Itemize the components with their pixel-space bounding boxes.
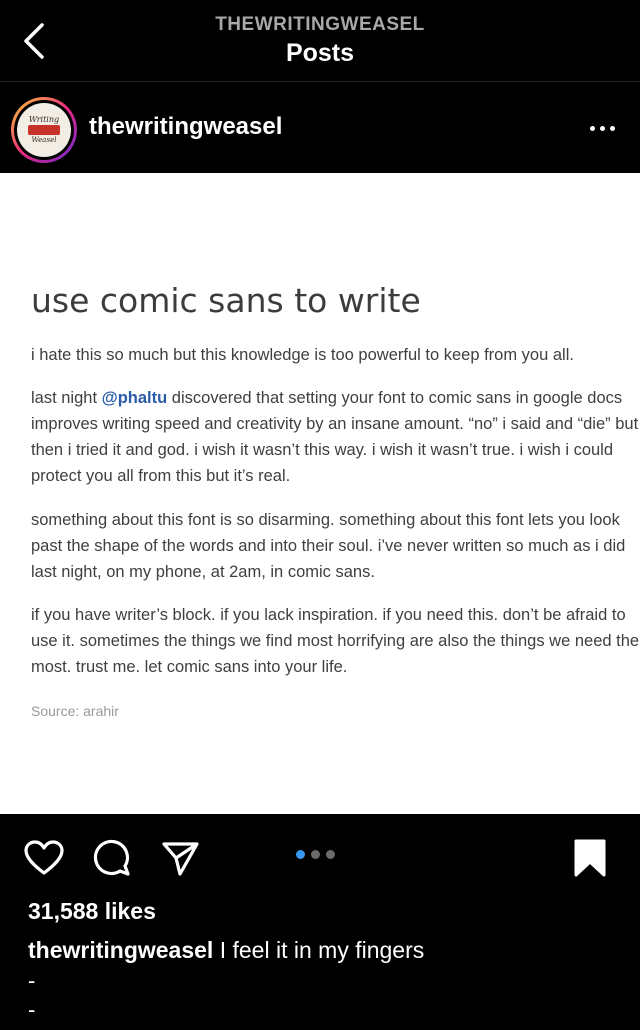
like-button[interactable] (22, 836, 66, 880)
more-options-button[interactable] (580, 113, 624, 143)
avatar-badge (28, 125, 60, 135)
post-caption (28, 937, 424, 964)
caption-username[interactable]: thewritingweasel (28, 937, 214, 963)
avatar[interactable] (11, 97, 77, 163)
post-paragraph-1: i hate this so much but this knowledge is too powerful to keep from you all. (31, 346, 574, 364)
caption-line: - (28, 968, 36, 993)
post-paragraph-3: something about this font is so disarming. something about this font lets you look past the shape of the words and into their soul. i’ve never written so much as i did last night, on my phone, at 2am, in comic sans. (31, 511, 626, 581)
author-username[interactable]: thewritingweasel (89, 113, 283, 140)
carousel-dot (296, 850, 305, 859)
post-actions (0, 814, 640, 896)
header-titles (0, 12, 640, 68)
avatar-logo: Writing Weasel (17, 103, 71, 157)
top-header (0, 0, 640, 82)
comment-button[interactable] (90, 836, 134, 880)
save-button[interactable] (568, 836, 612, 880)
carousel-dot (326, 850, 335, 859)
mention-link: @phaltu (101, 389, 168, 407)
post-source: Source: arahir (31, 703, 119, 719)
more-horizontal-icon (590, 126, 595, 131)
post-paragraph-2: last night @phaltu discovered that setting your font to comic sans in google docs improves writing speed and creativity by an insane amount. “no” i said and “die” but then i tried it and god. i wish it wasn’t this way. i wish it wasn’t true. i wish i could protect you all from this but it’s real. (31, 389, 639, 485)
carousel-indicator (296, 850, 335, 859)
share-button[interactable] (158, 836, 202, 880)
post-heading: use comic sans to write (31, 281, 421, 320)
caption-line: - (28, 997, 36, 1022)
post-image[interactable] (0, 173, 640, 814)
send-icon (160, 838, 200, 878)
likes-count[interactable]: 31,588 likes (28, 898, 156, 924)
caption-text: I feel it in my fingers (213, 937, 425, 963)
heart-icon (24, 840, 64, 876)
post-author-row (0, 83, 640, 173)
post-paragraph-4: if you have writer’s block. if you lack inspiration. if you need this. don’t be afraid to use it. sometimes the things we find most horrifying are also the things we need the most. trust me. let comic sans into your life. (31, 606, 640, 676)
carousel-dot (311, 850, 320, 859)
comment-icon (92, 838, 132, 878)
bookmark-icon (573, 838, 607, 878)
page-title: Posts (285, 39, 355, 67)
header-account-label: THEWRITINGWEASEL (215, 14, 425, 35)
